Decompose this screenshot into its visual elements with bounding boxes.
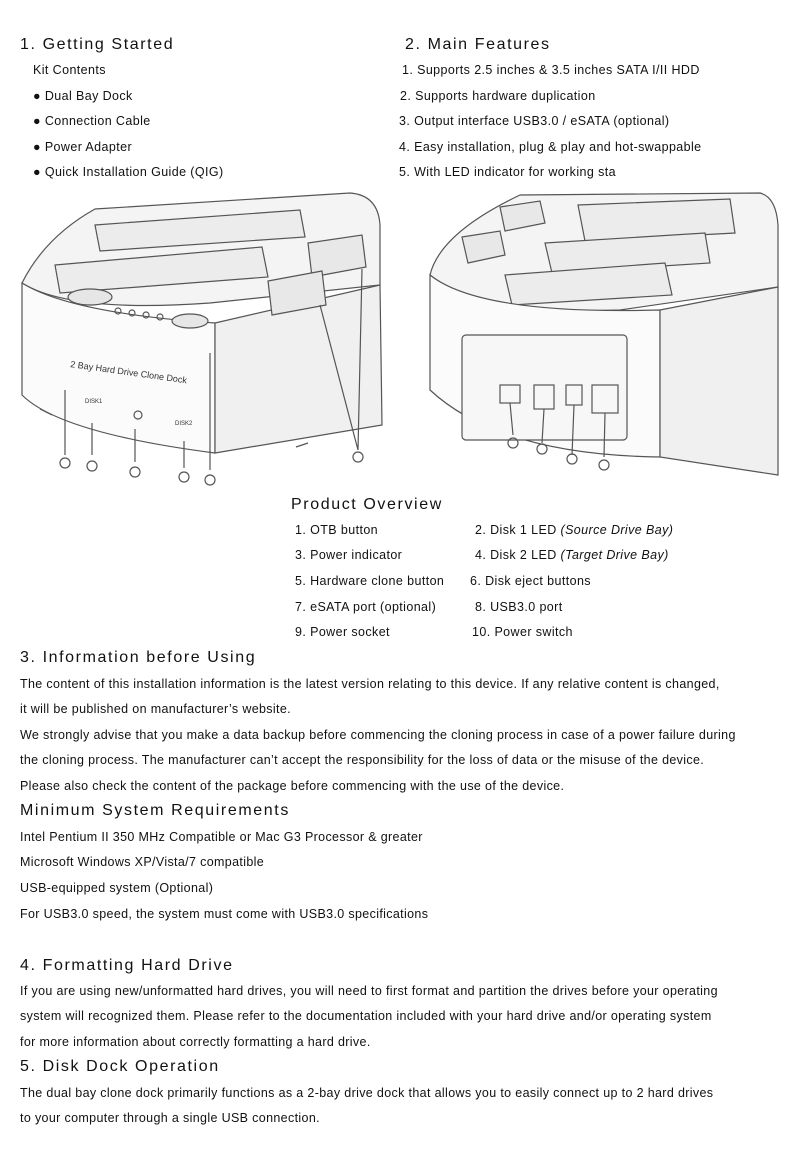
overview-item bbox=[475, 523, 673, 537]
overview-item: 7. eSATA port (optional) bbox=[295, 600, 437, 614]
min-req-line: USB-equipped system (Optional) bbox=[20, 881, 214, 895]
kit-item: ● Power Adapter bbox=[33, 140, 133, 154]
min-req-line: Intel Pentium II 350 MHz Compatible or Mac G3 Processor & greater bbox=[20, 830, 423, 844]
formatting-heading: 4. Formatting Hard Drive bbox=[20, 957, 234, 974]
overview-item-note: (Source Drive Bay) bbox=[560, 523, 674, 537]
info-line: it will be published on manufacturer’s website. bbox=[20, 702, 291, 716]
overview-item bbox=[475, 548, 669, 562]
dock-illustration bbox=[0, 185, 808, 490]
overview-item: 3. Power indicator bbox=[295, 548, 403, 562]
dock-operation-line: to your computer through a single USB connection. bbox=[20, 1111, 320, 1125]
overview-item: 1. OTB button bbox=[295, 523, 379, 537]
feature-item: 1. Supports 2.5 inches & 3.5 inches SATA I/II HDD bbox=[402, 63, 700, 77]
formatting-line: system will recognized them. Please refer to the documentation included with your hard drive and/or operating system bbox=[20, 1009, 712, 1023]
getting-started-heading: 1. Getting Started bbox=[20, 36, 175, 53]
kit-item: ● Dual Bay Dock bbox=[33, 89, 133, 103]
disk1-label: DISK1 bbox=[85, 399, 103, 405]
feature-item: 2. Supports hardware duplication bbox=[400, 89, 596, 103]
info-line: We strongly advise that you make a data backup before commencing the cloning process in case of a power failure during bbox=[20, 728, 736, 742]
feature-item: 4. Easy installation, plug & play and hot-swappable bbox=[399, 140, 702, 154]
dock-front-label: 2 Bay Hard Drive Clone Dock bbox=[69, 359, 188, 386]
kit-contents-label: Kit Contents bbox=[33, 63, 106, 77]
overview-item: 5. Hardware clone button bbox=[295, 574, 445, 588]
formatting-line: If you are using new/unformatted hard drives, you will need to first format and partition the drives before your operating bbox=[20, 984, 718, 998]
min-req-heading: Minimum System Requirements bbox=[20, 802, 290, 819]
overview-item: 10. Power switch bbox=[472, 625, 573, 639]
overview-item: 6. Disk eject buttons bbox=[470, 574, 591, 588]
min-req-line: For USB3.0 speed, the system must come with USB3.0 specifications bbox=[20, 907, 429, 921]
overview-item-note: (Target Drive Bay) bbox=[560, 548, 669, 562]
overview-item: 9. Power socket bbox=[295, 625, 390, 639]
overview-item-label: 4. Disk 2 LED bbox=[475, 548, 561, 562]
info-line: the cloning process. The manufacturer can’t accept the responsibility for the loss of data or the misuse of the device. bbox=[20, 753, 705, 767]
dock-front-view-icon bbox=[22, 193, 382, 485]
feature-item: 3. Output interface USB3.0 / eSATA (optional) bbox=[399, 114, 670, 128]
dock-operation-heading: 5. Disk Dock Operation bbox=[20, 1058, 220, 1075]
disk2-label: DISK2 bbox=[175, 421, 193, 427]
overview-item: 8. USB3.0 port bbox=[475, 600, 563, 614]
formatting-line: for more information about correctly formatting a hard drive. bbox=[20, 1035, 371, 1049]
feature-item: 5. With LED indicator for working sta bbox=[399, 165, 616, 179]
dock-operation-line: The dual bay clone dock primarily functions as a 2-bay drive dock that allows you to easily connect up to 2 hard drives bbox=[20, 1086, 714, 1100]
product-overview-heading: Product Overview bbox=[291, 496, 443, 513]
kit-item: ● Connection Cable bbox=[33, 114, 151, 128]
kit-item: ● Quick Installation Guide (QIG) bbox=[33, 165, 224, 179]
dock-back-view-icon bbox=[430, 193, 778, 475]
min-req-line: Microsoft Windows XP/Vista/7 compatible bbox=[20, 855, 265, 869]
info-line: The content of this installation information is the latest version relating to this device. If any relative content is changed, bbox=[20, 677, 720, 691]
main-features-heading: 2. Main Features bbox=[405, 36, 551, 53]
overview-item-label: 2. Disk 1 LED bbox=[475, 523, 561, 537]
info-line: Please also check the content of the package before commencing with the use of the device. bbox=[20, 779, 565, 793]
info-before-heading: 3. Information before Using bbox=[20, 649, 257, 666]
